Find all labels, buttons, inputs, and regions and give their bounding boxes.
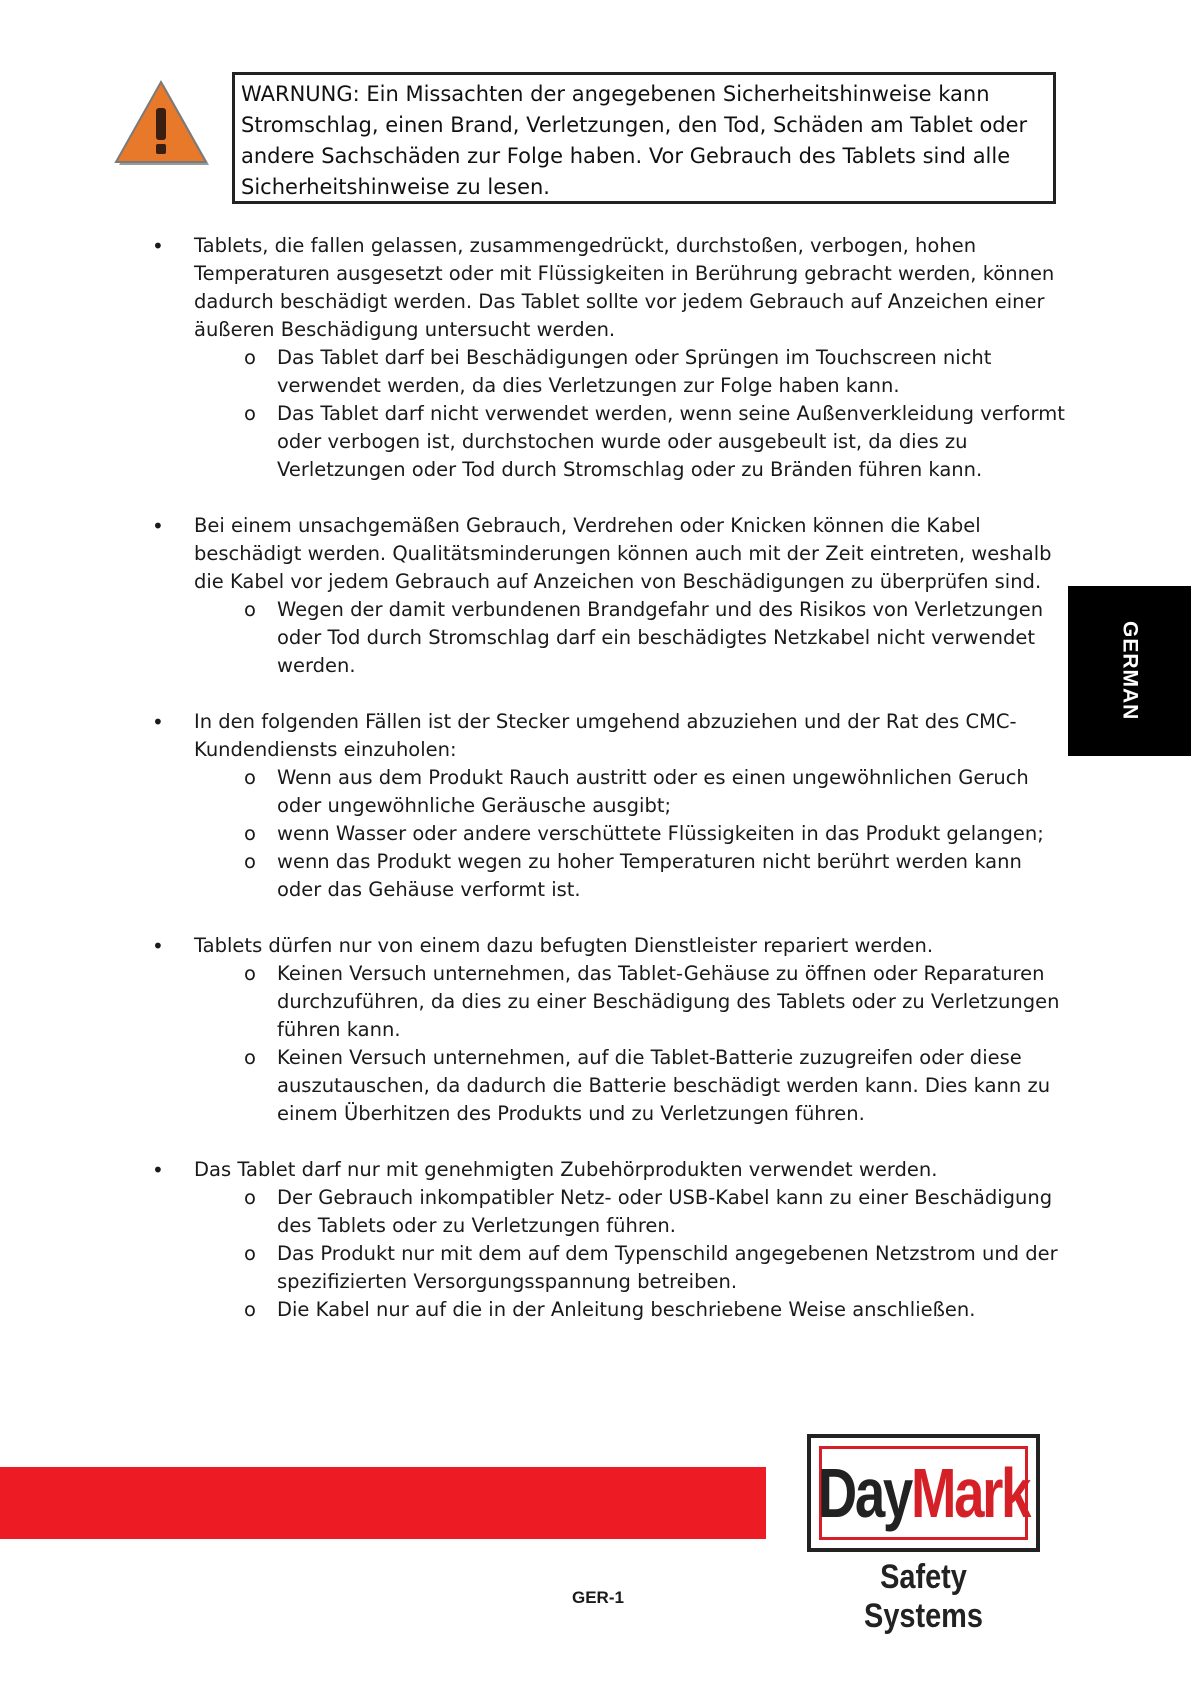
bullet-text: • Tablets dürfen nur von einem dazu befugten Dienstleister repariert werden. [194,934,934,957]
sub-bullet-text: Der Gebrauch inkompatibler Netz- oder USB-Kabel kann zu einer Beschädigung des Tablets oder zu Verletzungen führen. [277,1186,1053,1237]
sub-bullet-text: Wenn aus dem Produkt Rauch austritt oder es einen ungewöhnlichen Geruch oder ungewöhnliche Geräusche ausgibt; [277,766,1029,817]
sub-bullet-item [150,1296,1070,1324]
warning-box [232,72,1056,204]
bullet-item [150,708,1070,904]
logo-day-text: Day [817,1454,912,1532]
footer-red-bar [0,1467,766,1539]
bullet-item [150,512,1070,680]
sub-bullet-marker: o [244,850,256,873]
sub-bullet-marker: o [244,1186,256,1209]
sub-bullet-item [150,820,1070,848]
sub-bullet-text: Das Tablet darf bei Beschädigungen oder Sprüngen im Touchscreen nicht verwendet werden, da dies Verletzungen zur Folge haben kann. [277,346,992,397]
sub-bullet-marker: o [244,598,256,621]
bullet-text: • Tablets, die fallen gelassen, zusammengedrückt, durchstoßen, verbogen, hohen Temperaturen ausgesetzt oder mit Flüssigkeiten in Berührung gebracht werden, können dadurch beschädigt werden. Das Tablet sollte vor jedem Gebrauch auf Anzeichen einer äußeren Beschädigung untersucht werden. [194,234,1055,341]
sub-bullet-marker: o [244,1298,256,1321]
sub-bullet-text: Keinen Versuch unternehmen, das Tablet-Gehäuse zu öffnen oder Reparaturen durchzuführen, da dies zu einer Beschädigung des Tablets oder zu Verletzungen führen kann. [277,962,1060,1041]
sub-bullet-text: Das Produkt nur mit dem auf dem Typenschild angegebenen Netzstrom und der spezifizierten Versorgungsspannung betreiben. [277,1242,1058,1293]
language-side-tab-label: GERMAN [1118,621,1142,721]
bullet-text: • Bei einem unsachgemäßen Gebrauch, Verdrehen oder Knicken können die Kabel beschädigt werden. Qualitätsminderungen können auch mit der Zeit eintreten, weshalb die Kabel vor jedem Gebrauch auf Anzeichen von Beschädigungen zu überprüfen sind. [194,514,1052,593]
sub-bullet-item [150,960,1070,1044]
logo-subtitle: Safety Systems [864,1558,983,1635]
warning-text: WARNUNG: Ein Missachten der angegebenen Sicherheitshinweise kann Stromschlag, einen Brand, Verletzungen, den Tod, Schäden am Tablet oder andere Sachschäden zur Folge haben. Vor Gebrauch des Tablets sind alle Sicherheitshinweise zu lesen. [241,82,1028,199]
language-side-tab [1068,586,1191,756]
bullet-item [150,232,1070,484]
bullet-text: • In den folgenden Fällen ist der Stecker umgehend abzuziehen und der Rat des CMC-Kundendiensts einzuholen: [194,710,1017,761]
sub-bullet-marker: o [244,1046,256,1069]
sub-bullet-marker: o [244,402,256,425]
bullet-text: • Das Tablet darf nur mit genehmigten Zubehörprodukten verwendet werden. [194,1158,938,1181]
sub-bullet-item [150,344,1070,400]
sub-bullet-item [150,400,1070,484]
warning-triangle-icon [112,78,210,168]
daymark-logo [807,1434,1040,1552]
bullet-item [150,932,1070,1128]
sub-bullet-marker: o [244,822,256,845]
sub-bullet-marker: o [244,962,256,985]
sub-bullet-text: Keinen Versuch unternehmen, auf die Tablet-Batterie zuzugreifen oder diese auszutauschen, da dadurch die Batterie beschädigt werden kann. Dies kann zu einem Überhitzen des Produkts und zu Verletzungen führen. [277,1046,1051,1125]
sub-bullet-marker: o [244,766,256,789]
sub-bullet-item [150,596,1070,680]
safety-instructions-list [150,232,1070,1352]
sub-bullet-item [150,1240,1070,1296]
sub-bullet-text: Die Kabel nur auf die in der Anleitung beschriebene Weise anschließen. [277,1298,976,1321]
logo-mark-text: Mark [911,1454,1030,1532]
sub-bullet-item [150,1044,1070,1128]
bullet-item [150,1156,1070,1324]
sub-bullet-text: Wegen der damit verbundenen Brandgefahr und des Risikos von Verletzungen oder Tod durch Stromschlag darf ein beschädigtes Netzkabel nicht verwendet werden. [277,598,1044,677]
sub-bullet-text: wenn das Produkt wegen zu hoher Temperaturen nicht berührt werden kann oder das Gehäuse verformt ist. [277,850,1022,901]
sub-bullet-item [150,1184,1070,1240]
sub-bullet-marker: o [244,346,256,369]
page-number: GER-1 [572,1588,624,1607]
sub-bullet-item [150,848,1070,904]
sub-bullet-marker: o [244,1242,256,1265]
sub-bullet-item [150,764,1070,820]
sub-bullet-text: wenn Wasser oder andere verschüttete Flüssigkeiten in das Produkt gelangen; [277,822,1044,845]
sub-bullet-text: Das Tablet darf nicht verwendet werden, wenn seine Außenverkleidung verformt oder verbogen ist, durchstochen wurde oder ausgebeult ist, da dies zu Verletzungen oder Tod durch Stromschlag oder zu Bränden führen kann. [277,402,1065,481]
